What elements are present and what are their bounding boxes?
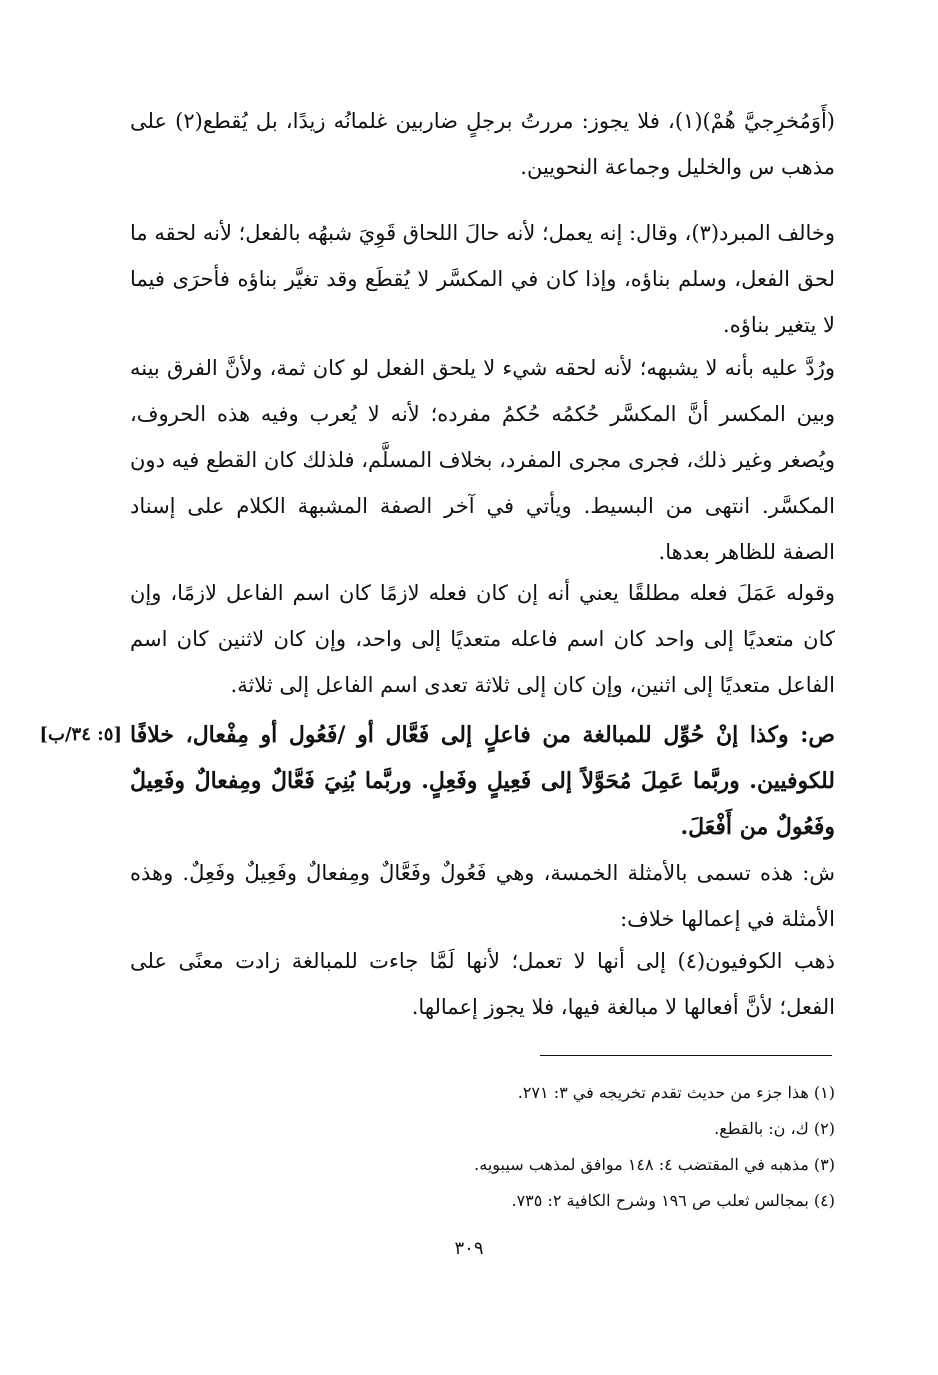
footnote-2: (٢) ك، ن: بالقطع. [714, 1119, 835, 1138]
footnotes [130, 1075, 835, 1219]
paragraph-7: ذهب الكوفيون(٤) إلى أنها لا تعمل؛ لأنها لَمَّا جاءت للمبالغة زادت معنًى على الفعل؛ لأنَّ أفعالها لا مبالغة فيها، فلا يجوز إعمالها. [130, 949, 835, 1019]
matn-paragraph: ص: وكذا إنْ حُوِّل للمبالغة من فاعلٍ إلى فَعَّال أو /فَعُول أو مِفْعال، خلافًا للكوفيين. وربَّما عَمِلَ مُحَوَّلاً إلى فَعِيلٍ وفَعِلٍ. وربَّما بُنِيَ فَعَّالٌ ومِفعالٌ وفَعِيلٌ وفَعُولٌ من أَفْعَلَ. [130, 722, 835, 840]
footnote-1: (١) هذا جزء من حديث تقدم تخريجه في ٣: ٢٧١. [517, 1083, 835, 1102]
paragraph-2: وخالف المبرد(٣)، وقال: إنه يعمل؛ لأنه حالَ اللحاق قَوِيَ شبهُه بالفعل؛ لأنه لحقه ما لحق الفعل، وسلم بناؤه، وإذا كان في المكسَّر لا يُقطَع وقد تغيَّر بناؤه فأحرَى فيما لا يتغير بناؤه. [130, 221, 835, 337]
paragraph-3: ورُدَّ عليه بأنه لا يشبهه؛ لأنه لحقه شيء لا يلحق الفعل لو كان ثمة، ولأنَّ الفرق بينه وبين المكسر أنَّ المكسَّر حُكمُه حُكمُ مفرده؛ لأنه لا يُعرب وفيه هذه الحروف، ويُصغر وغير ذلك، فجرى مجرى المفرد، بخلاف المسلَّم، فلذلك كان القطع فيه دون المكسَّر. انتهى من البسيط. ويأتي في آخر الصفة المشبهة الكلام على إسناد الصفة للظاهر بعدها. [130, 356, 835, 564]
footnote-4: (٤) بمجالس ثعلب ص ١٩٦ وشرح الكافية ٢: ٧٣٥. [511, 1191, 835, 1210]
paragraph-1: (أَوَمُخرِجيَّ هُمْ)(١)، فلا يجوز: مررتُ برجلٍ ضاربين غلمانُه زيدًا، بل يُقطع(٢) على مذهب س والخليل وجماعة النحويين. [130, 109, 835, 179]
page-number: ٣٠٩ [454, 1238, 484, 1259]
paragraph-6: ش: هذه تسمى بالأمثلة الخمسة، وهي فَعُولٌ وفَعَّالٌ ومِفعالٌ وفَعِيلٌ وفَعِلٌ. وهذه الأمثلة في إعمالها خلاف: [130, 861, 835, 931]
manuscript-folio-marker: [٥: ٣٤/ب] [39, 724, 122, 745]
footnote-divider [540, 1055, 832, 1056]
footnote-3: (٣) مذهبه في المقتضب ٤: ١٤٨ موافق لمذهب سيبويه. [474, 1155, 835, 1174]
paragraph-4: وقوله عَمَلَ فعله مطلقًا يعني أنه إن كان فعله لازمًا كان اسم الفاعل لازمًا، وإن كان متعديًا إلى واحد كان اسم فاعله متعديًا إلى واحد، وإن كان لاثنين كان اسم الفاعل متعديًا إلى اثنين، وإن كان إلى ثلاثة تعدى اسم الفاعل إلى ثلاثة. [130, 581, 835, 697]
